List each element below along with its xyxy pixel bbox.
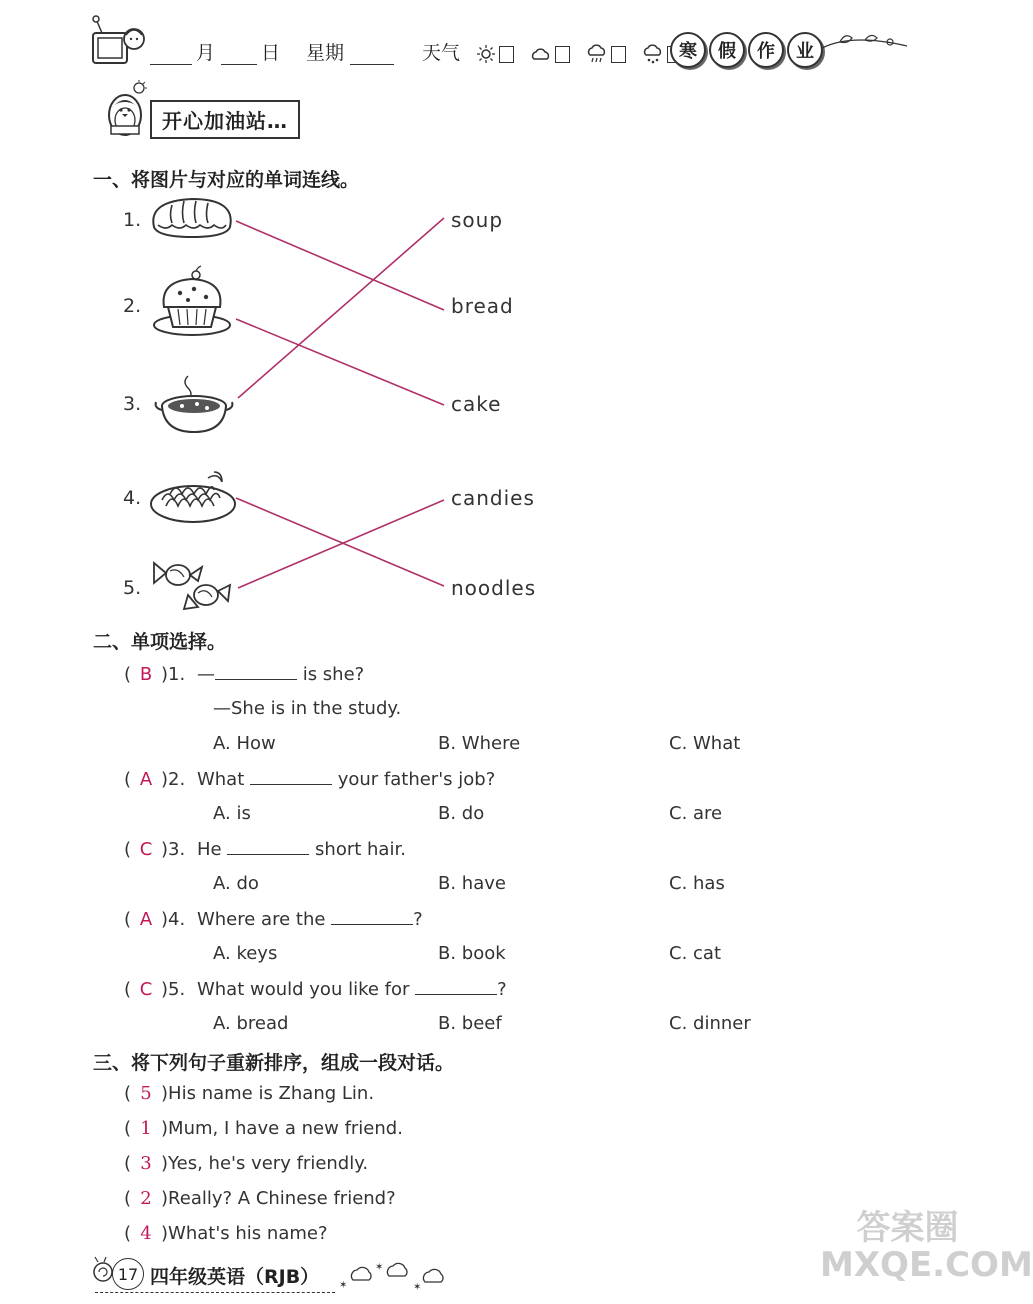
option: A. do: [213, 873, 259, 894]
question-number: )3.: [161, 839, 186, 860]
stem-text: short hair.: [309, 839, 406, 860]
match-word: bread: [451, 294, 514, 318]
paren: (: [124, 1118, 132, 1139]
item-number: 1.: [123, 209, 142, 231]
badge-char: 业: [787, 32, 823, 68]
option: C. are: [669, 803, 723, 824]
item-number: 3.: [123, 393, 142, 415]
stem-text: your father's job?: [331, 769, 496, 790]
item-number: 2.: [123, 295, 142, 317]
footer-label: 四年级英语（RJB）: [150, 1266, 320, 1288]
option: A. bread: [213, 1013, 289, 1034]
paren: (: [124, 909, 132, 930]
question-5: [124, 978, 507, 1000]
order-answer[interactable]: 2: [140, 1188, 152, 1209]
stem-text: —: [196, 664, 215, 685]
paren: (: [124, 1223, 132, 1244]
match-line-candies: [238, 500, 444, 588]
paren: (: [124, 1188, 132, 1209]
match-word: soup: [451, 208, 504, 232]
dialogue-text: )Really? A Chinese friend?: [161, 1188, 396, 1209]
dialogue-text: )Yes, he's very friendly.: [161, 1153, 369, 1174]
section-banner: 开心加油站…: [150, 100, 300, 139]
paren: (: [124, 1153, 132, 1174]
question-number: )2.: [161, 769, 186, 790]
stem-text: is she?: [296, 664, 365, 685]
dialogue-item: [124, 1153, 368, 1174]
day-label: 日: [261, 42, 281, 64]
section-2-title: 二、单项选择。: [93, 631, 227, 653]
match-word: cake: [451, 392, 502, 416]
option: B. have: [438, 873, 506, 894]
weather-label: 天气: [422, 42, 461, 64]
answer-blank: [331, 908, 413, 925]
section-3-title: 三、将下列句子重新排序，组成一段对话。: [93, 1052, 455, 1074]
footer-dashed-line: [95, 1292, 335, 1293]
stem-text: ?: [413, 909, 423, 930]
option: C. cat: [669, 943, 721, 964]
match-line-bread: [236, 221, 444, 310]
stem-text: Where are the: [196, 909, 332, 930]
week-label: 星期: [306, 42, 345, 64]
svg-text:✶: ✶: [339, 1280, 348, 1291]
question-1: [124, 663, 364, 685]
answer-blank: [415, 978, 497, 995]
match-word: candies: [451, 486, 535, 510]
dialogue-text: )His name is Zhang Lin.: [161, 1083, 375, 1104]
answer[interactable]: C: [139, 979, 153, 1000]
option: C. dinner: [669, 1013, 751, 1034]
option: B. Where: [438, 733, 521, 754]
dialogue-item: [124, 1223, 328, 1244]
question-number: )1.: [161, 664, 186, 685]
option: A. is: [213, 803, 251, 824]
item-number: 4.: [123, 487, 142, 509]
question-number: )4.: [161, 909, 186, 930]
option: B. book: [438, 943, 506, 964]
paren: (: [124, 664, 132, 685]
paren: (: [124, 769, 132, 790]
stem-text: ?: [497, 979, 507, 1000]
option: C. has: [669, 873, 725, 894]
stem-text: What would you like for: [196, 979, 416, 1000]
badge-char: 寒: [670, 32, 706, 68]
stem-text: He: [196, 839, 228, 860]
order-answer[interactable]: 1: [140, 1118, 152, 1139]
question-2: [124, 768, 495, 790]
answer[interactable]: B: [139, 664, 153, 685]
item-number: 5.: [123, 577, 142, 599]
cloud-stars-decoration-icon: [335, 1258, 455, 1292]
badge-char: 作: [748, 32, 784, 68]
watermark-text: 答案圈 MXQE.COM: [820, 1208, 1033, 1286]
paren: (: [124, 979, 132, 1000]
answer-blank: [227, 838, 309, 855]
option: C. What: [669, 733, 741, 754]
option: A. How: [213, 733, 276, 754]
matching-lines: [0, 0, 1000, 640]
section-1-title: 一、将图片与对应的单词连线。: [93, 169, 360, 191]
stem-text: What: [196, 769, 250, 790]
match-line-soup: [238, 218, 444, 398]
badge-char: 假: [709, 32, 745, 68]
order-answer[interactable]: 5: [140, 1083, 152, 1104]
option: B. do: [438, 803, 485, 824]
question-1-line2: —She is in the study.: [213, 698, 402, 719]
answer-blank: [250, 768, 332, 785]
answer[interactable]: A: [139, 909, 153, 930]
question-4: [124, 908, 423, 930]
svg-text:✶: ✶: [375, 1262, 384, 1273]
answer[interactable]: A: [139, 769, 153, 790]
month-label: 月: [196, 42, 216, 64]
question-3: [124, 838, 406, 860]
watermark: [820, 1208, 1033, 1286]
question-number: )5.: [161, 979, 186, 1000]
page-number: 17: [112, 1258, 144, 1290]
svg-text:✶: ✶: [413, 1282, 422, 1293]
dialogue-item: [124, 1083, 374, 1104]
order-answer[interactable]: 4: [140, 1223, 152, 1244]
paren: (: [124, 839, 132, 860]
match-word: noodles: [451, 576, 537, 600]
dialogue-item: [124, 1188, 396, 1209]
match-line-noodles: [236, 498, 444, 586]
dialogue-item: [124, 1118, 403, 1139]
option: A. keys: [213, 943, 278, 964]
paren: (: [124, 1083, 132, 1104]
match-line-cake: [236, 319, 444, 405]
answer[interactable]: C: [139, 839, 153, 860]
order-answer[interactable]: 3: [140, 1153, 152, 1174]
answer-blank: [215, 663, 297, 680]
dialogue-text: )What's his name?: [161, 1223, 328, 1244]
option: B. beef: [438, 1013, 502, 1034]
dialogue-text: )Mum, I have a new friend.: [161, 1118, 403, 1139]
